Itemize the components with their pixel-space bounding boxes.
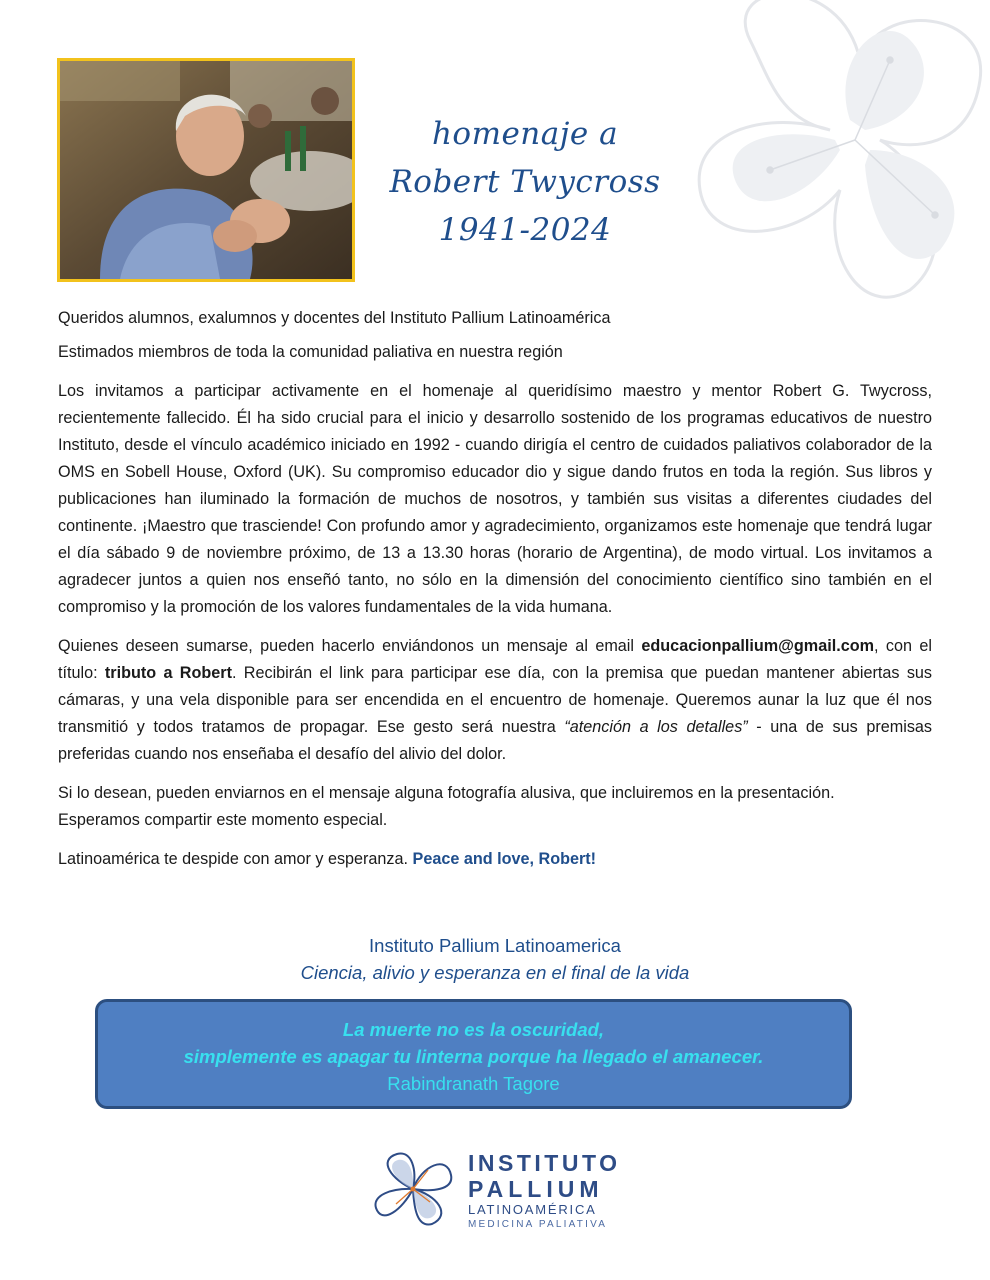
quote-author: Rabindranath Tagore xyxy=(387,1073,560,1094)
italic-phrase: “atención a los detalles” xyxy=(564,718,748,736)
flower-watermark-icon xyxy=(690,0,990,310)
text-span: . Recibirán el link para participar ese día, con la premisa que puedan mantener abiertas sus cámaras, y una vela disponible para ser encendida en el encuentro de homenaje. Queremos aunar la luz que él nos transmitió y todos tratamos de propagar. Ese gesto será nuestra xyxy=(58,664,933,736)
logo-line-latinoamerica: LATINOAMÉRICA xyxy=(468,1202,597,1217)
email-subject: tributo a Robert xyxy=(104,664,232,682)
title-line-name: Robert Twycross xyxy=(389,164,661,200)
closing-line xyxy=(58,846,932,873)
logo-line-pallium: PALLIUM xyxy=(468,1176,604,1202)
paragraph-invitation: Los invitamos a participar activamente en el homenaje al queridísimo maestro y mentor Robert G. Twycross, recientemente fallecido. Él ha sido crucial para el inicio y desarrollo sostenido de los programas educativos de nuestro Instituto, desde el vínculo académico iniciado en 1992 - cuando dirigía el centro de cuidados paliativos colaborador de la OMS en Sobell House, Oxford (UK). Su compromiso educador dio y sigue dando frutos en toda la región. Sus libros y publicaciones han iluminado la formación de muchos de nosotros, y también sus visitas a diferentes ciudades del continente. ¡Maestro que trasciende! Con profundo amor y agradecimiento, organizamos este homenaje que tendrá lugar el día sábado 9 de noviembre próximo, de 13 a 13.30 horas (horario de Argentina), de modo virtual. Los invitamos a agradecer juntos a quien nos enseñó tanto, no sólo en la dimensión del conocimiento científico sino también en el compromiso y la promoción de los valores fundamentales de la vida humana. xyxy=(58,382,932,616)
greeting-line-2: Estimados miembros de toda la comunidad paliativa en nuestra región xyxy=(58,343,563,361)
email-link[interactable]: educacionpallium@gmail.com xyxy=(641,637,874,655)
text-span: , con el título: xyxy=(58,637,932,682)
text-span: Esperamos compartir este momento especial. xyxy=(58,811,388,829)
quote-line-2: simplemente es apagar tu linterna porque ha llegado el amanecer. xyxy=(183,1046,764,1067)
logo-line-instituto: INSTITUTO xyxy=(468,1150,621,1176)
page-title xyxy=(380,110,670,254)
logo-line-medicina: MEDICINA PALIATIVA xyxy=(468,1219,608,1230)
quote-line-1: La muerte no es la oscuridad, xyxy=(342,1019,605,1040)
letter-body xyxy=(58,305,932,873)
logo-wordmark xyxy=(468,1150,620,1232)
photo-image xyxy=(60,61,352,279)
text-span: Quienes deseen sumarse, pueden hacerlo enviándonos un mensaje al email xyxy=(58,637,642,655)
text-span: Latinoamérica te despide con amor y esperanza. xyxy=(58,850,413,868)
institute-logo xyxy=(372,1150,632,1230)
signature-org: Instituto Pallium Latinoamerica xyxy=(369,935,621,956)
quote-box xyxy=(95,999,852,1109)
signature-tagline: Ciencia, alivio y esperanza en el final de la vida xyxy=(300,962,690,983)
pallium-flower-logo-icon xyxy=(372,1150,454,1228)
photo-robert-twycross xyxy=(57,58,355,282)
greeting-line-1: Queridos alumnos, exalumnos y docentes del Instituto Pallium Latinoamérica xyxy=(58,309,611,327)
paragraph-participation xyxy=(58,633,932,768)
paragraph-photos xyxy=(58,780,932,834)
title-line-years: 1941-2024 xyxy=(438,212,612,248)
closing-farewell: Peace and love, Robert! xyxy=(412,850,597,868)
text-span: - una de sus premisas preferidas cuando nos enseñaba el desafío del alivio del dolor. xyxy=(58,718,933,763)
signature-block xyxy=(58,932,932,986)
text-span: Si lo desean, pueden enviarnos en el mensaje alguna fotografía alusiva, que incluiremos en la presentación. xyxy=(58,784,835,802)
title-line-homenaje: homenaje a xyxy=(431,116,619,152)
